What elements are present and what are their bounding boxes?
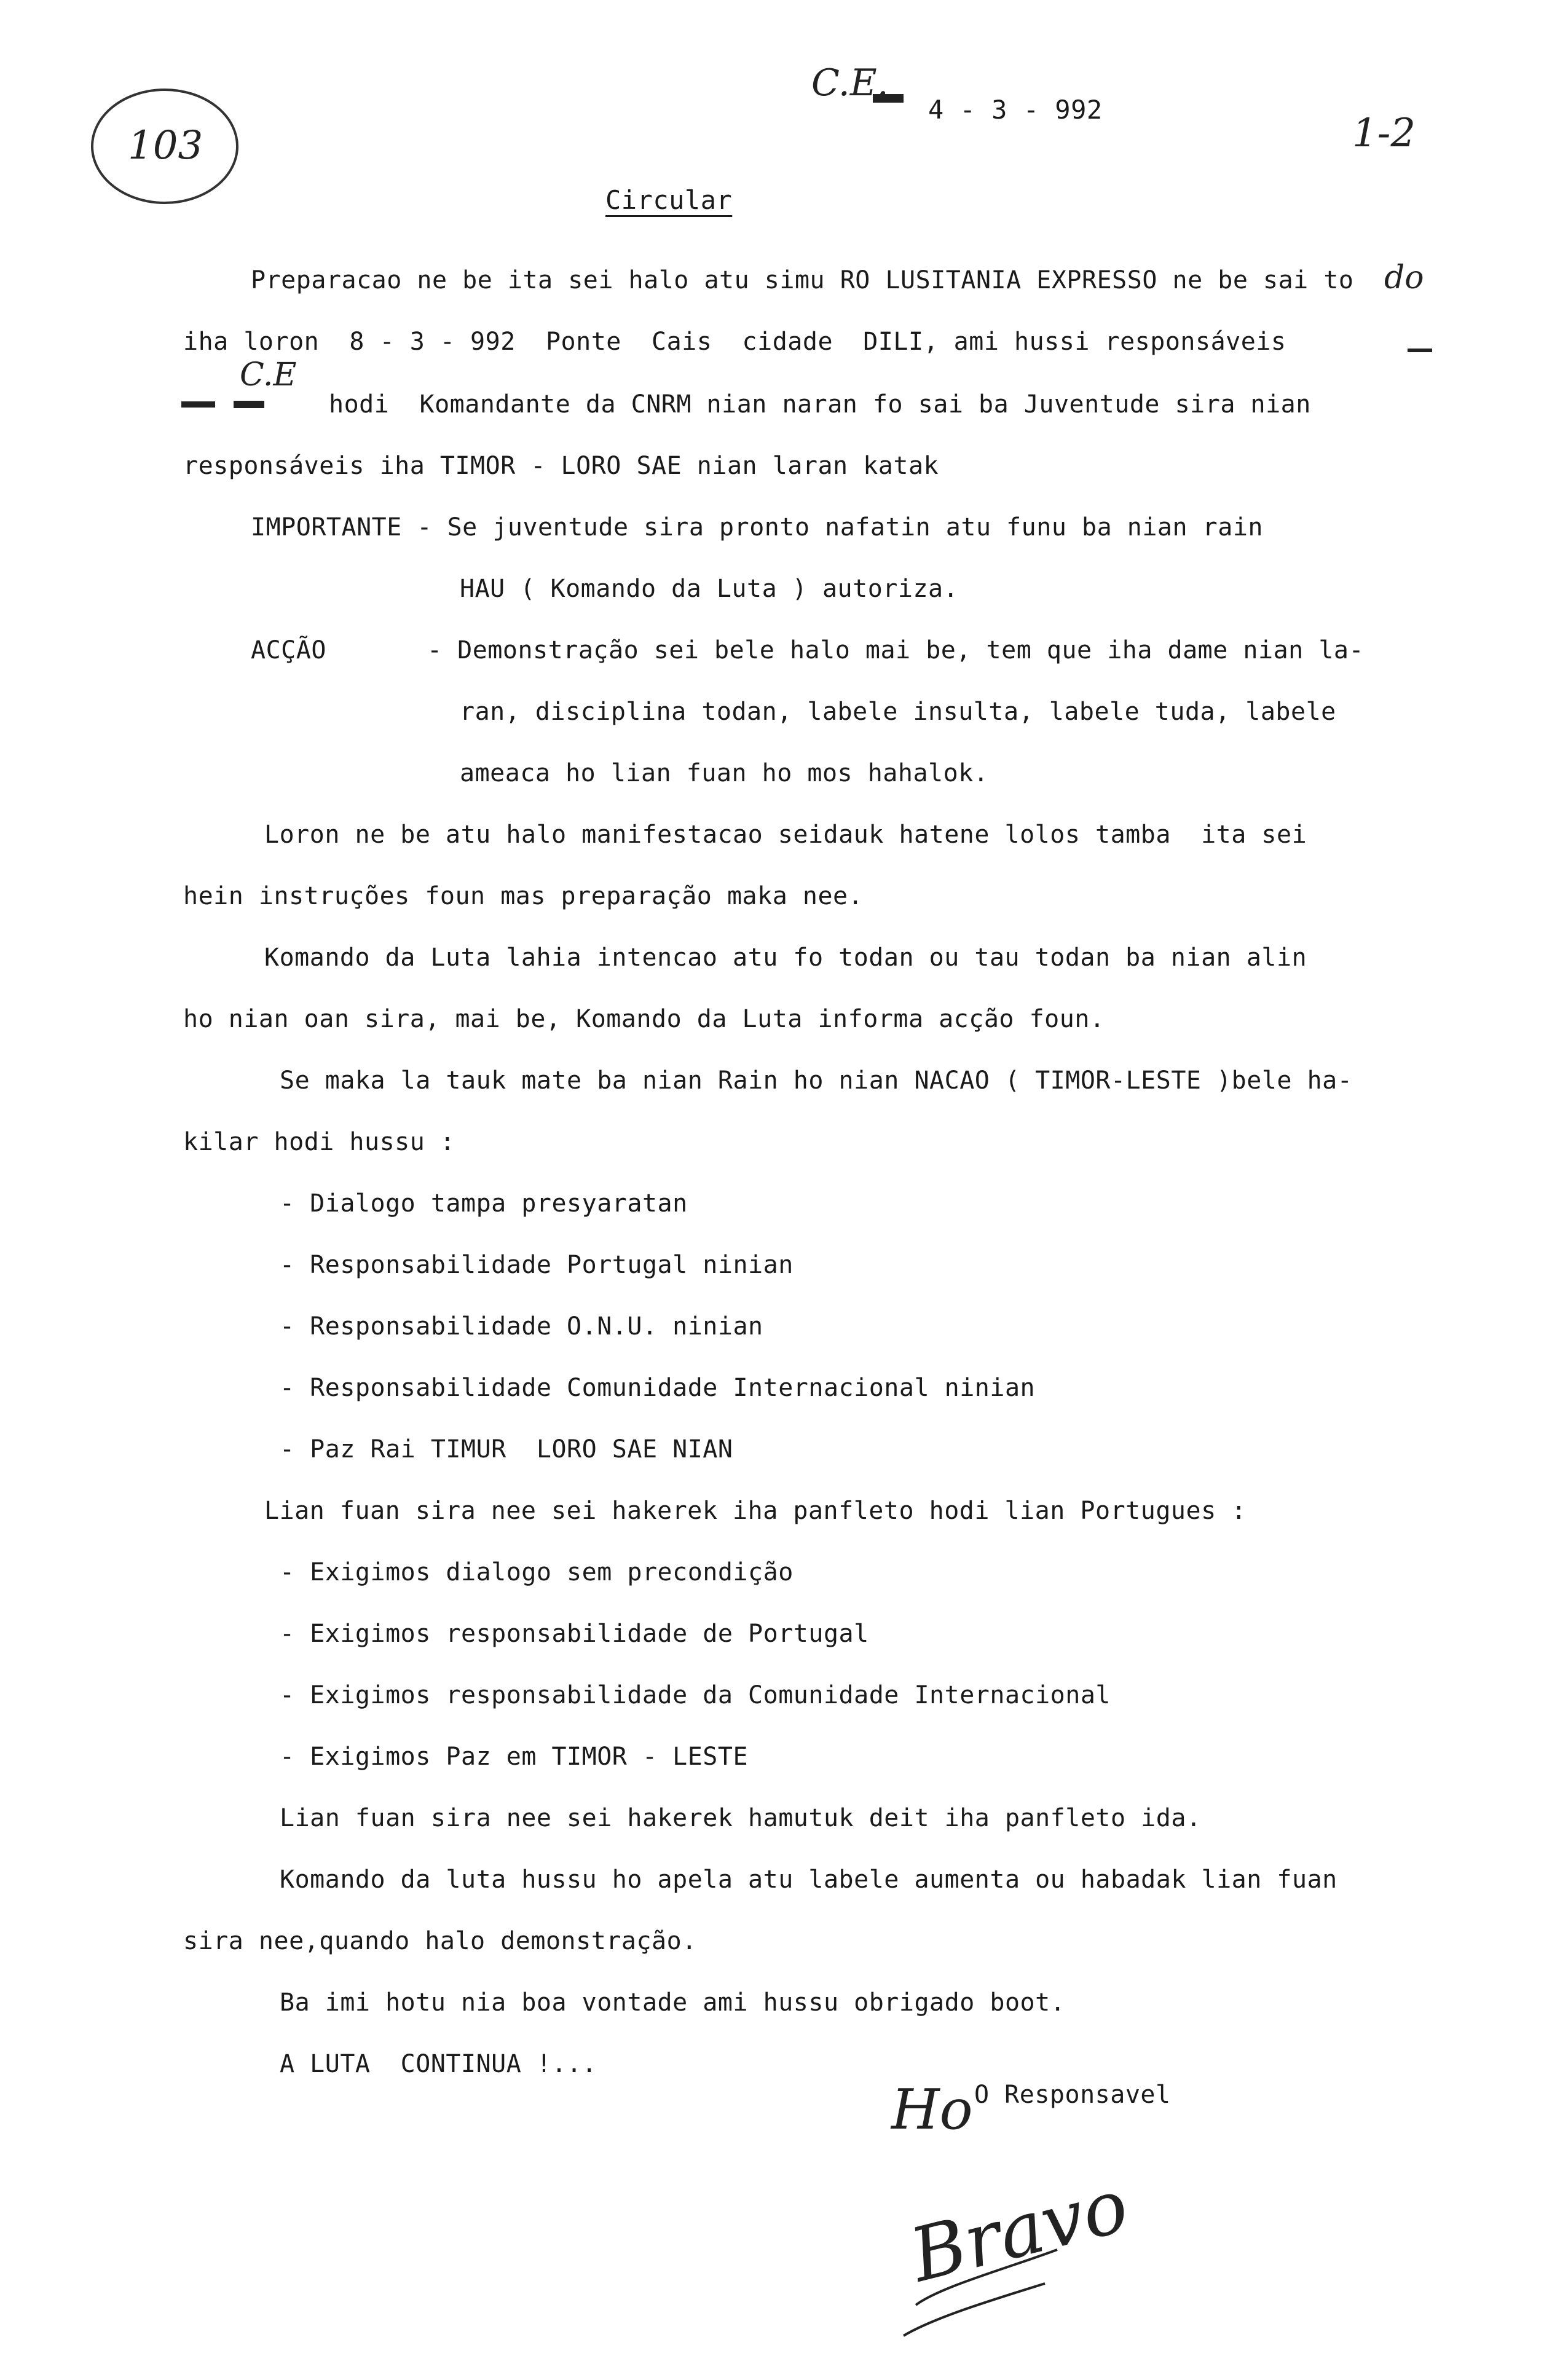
body-line: Komando da luta hussu ho apela atu labele aumenta ou habadak lian fuan [280,1866,1337,1894]
body-line: Lian fuan sira nee sei hakerek iha panfleto hodi lian Portugues : [264,1497,1247,1525]
signature-label: O Responsavel [974,2081,1171,2109]
body-line: Se maka la tauk mate ba nian Rain ho nian NACAO ( TIMOR-LESTE )bele ha- [280,1066,1353,1095]
body-line: ho nian oan sira, mai be, Komando da Luta informa acção foun. [183,1005,1105,1033]
handwritten-correction: do [1384,259,1424,296]
list-item: - Exigimos Paz em TIMOR - LESTE [280,1743,749,1771]
page-title: Circular [605,185,733,215]
body-line: ran, disciplina todan, labele insulta, labele tuda, labele [460,698,1336,726]
document-date: 4 - 3 - 992 [928,95,1103,125]
body-line: HAU ( Komando da Luta ) autoriza. [460,575,959,603]
body-line: Ba imi hotu nia boa vontade ami hussu obrigado boot. [280,1988,1066,2017]
body-line: Lian fuan sira nee sei hakerek hamutuk deit iha panfleto ida. [280,1804,1202,1832]
accao-label: ACÇÃO [251,636,326,664]
header-initials: C.E. [811,61,889,104]
body-line: Loron ne be atu halo manifestacao seidauk hatene lolos tamba ita sei [264,821,1307,849]
body-line: sira nee,quando halo demonstração. [183,1927,697,1955]
closing-line: A LUTA CONTINUA !... [280,2050,597,2078]
body-line: - Demonstração sei bele halo mai be, tem que iha dame nian la- [427,636,1365,664]
circled-number: 103 [128,123,203,168]
body-line: hein instruções foun mas preparação maka nee. [183,882,864,910]
list-item: - Dialogo tampa presyaratan [280,1189,688,1218]
importante-line: IMPORTANTE - Se juventude sira pronto nafatin atu funu ba nian rain [251,513,1263,542]
list-item: - Responsabilidade Comunidade Internacional ninian [280,1374,1036,1402]
body-line: iha loron 8 - 3 - 992 Ponte Cais cidade DILI, ami hussi responsáveis [183,328,1286,356]
page-marker: 1-2 [1352,111,1416,156]
list-item: - Responsabilidade O.N.U. ninian [280,1312,763,1341]
body-line: ameaca ho lian fuan ho mos hahalok. [460,759,989,787]
handwritten-insertion: C.E [240,357,297,393]
list-item: - Paz Rai TIMUR LORO SAE NIAN [280,1435,733,1464]
body-line: Preparacao ne be ita sei halo atu simu RO LUSITANIA EXPRESSO ne be sai to [251,266,1354,294]
body-line: hodi Komandante da CNRM nian naran fo sai ba Juventude sira nian [329,390,1311,419]
body-line: kilar hodi hussu : [183,1128,455,1156]
list-item: - Exigimos dialogo sem precondição [280,1558,794,1586]
list-item: - Exigimos responsabilidade da Comunidade Internacional [280,1681,1111,1709]
signature-initials: Ho [891,2078,973,2142]
signature: Bravo [902,2162,1136,2299]
list-item: - Responsabilidade Portugal ninian [280,1251,794,1279]
body-line: responsáveis iha TIMOR - LORO SAE nian laran katak [183,452,939,480]
list-item: - Exigimos responsabilidade de Portugal [280,1620,869,1648]
body-line: Komando da Luta lahia intencao atu fo todan ou tau todan ba nian alin [264,944,1307,972]
